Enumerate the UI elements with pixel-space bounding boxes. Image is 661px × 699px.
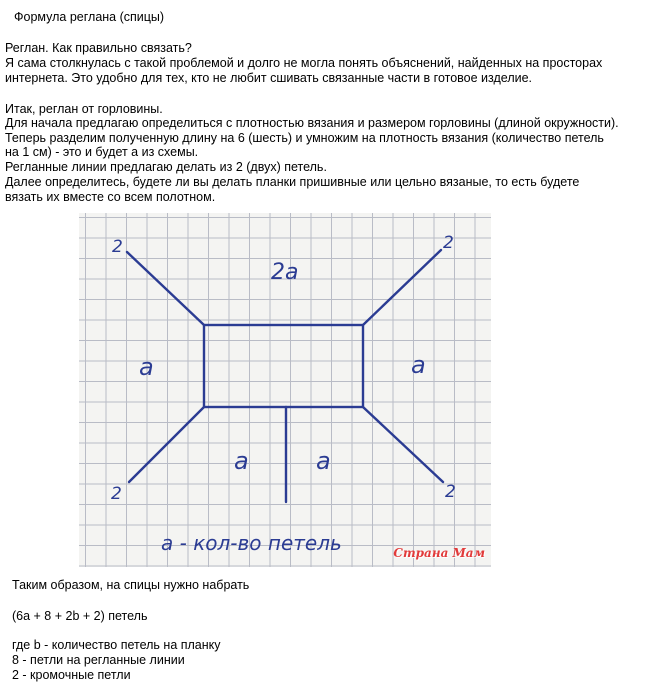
body-line: на 1 см) - это и будет а из схемы. [5, 145, 199, 159]
raglan-line-top-left [127, 252, 204, 325]
summary-lead: Таким образом, на спицы нужно набрать [12, 578, 250, 592]
intro-line: интернета. Это удобно для тех, кто не любит сшивать связанные части в готовое изделие. [5, 71, 533, 85]
diagram-caption: а - кол-во петель [161, 531, 342, 555]
raglan-line-top-right [363, 250, 441, 325]
intro-line: Реглан. Как правильно связать? [5, 41, 192, 55]
body-line: Регланные линии предлагаю делать из 2 (двух) петель. [5, 160, 327, 174]
raglan-line-bottom-left [129, 407, 204, 482]
watermark: Страна Мам [393, 546, 485, 560]
corner-label-top-left: 2 [112, 237, 123, 257]
body-line: Далее определитесь, будете ли вы делать планки пришивные или цельно вязаные, то есть будете [5, 175, 580, 189]
legend-line: 2 - кромочные петли [12, 668, 131, 682]
corner-label-bottom-right: 2 [445, 482, 456, 502]
body-line: Теперь разделим полученную длину на 6 (шесть) и умножим на плотность вязания (количество петель [5, 131, 604, 145]
body-line: Для начала предлагаю определиться с плотностью вязания и размером горловины (длиной окружности). [5, 116, 619, 130]
label-left-a: a [139, 353, 154, 381]
body-line: вязать их вместе со всем полотном. [5, 190, 216, 204]
formula: (6a + 8 + 2b + 2) петель [12, 609, 148, 623]
corner-label-top-right: 2 [443, 233, 454, 253]
label-right-a: a [411, 351, 426, 379]
raglan-schema-drawing [79, 213, 491, 567]
legend-line: 8 - петли на регланные линии [12, 653, 185, 667]
raglan-line-bottom-right [363, 407, 443, 482]
label-top-2a: 2a [271, 260, 299, 285]
intro-line: Я сама столкнулась с такой проблемой и долго не могла понять объяснений, найденных на просторах [5, 56, 603, 70]
raglan-diagram [79, 213, 491, 567]
page-title: Формула реглана (спицы) [14, 10, 165, 24]
label-bottom-left-a: a [234, 447, 249, 475]
legend-line: где b - количество петель на планку [12, 638, 221, 652]
corner-label-bottom-left: 2 [111, 484, 122, 504]
label-bottom-right-a: a [316, 447, 331, 475]
neckline-rectangle [204, 325, 363, 407]
body-line: Итак, реглан от горловины. [5, 102, 163, 116]
